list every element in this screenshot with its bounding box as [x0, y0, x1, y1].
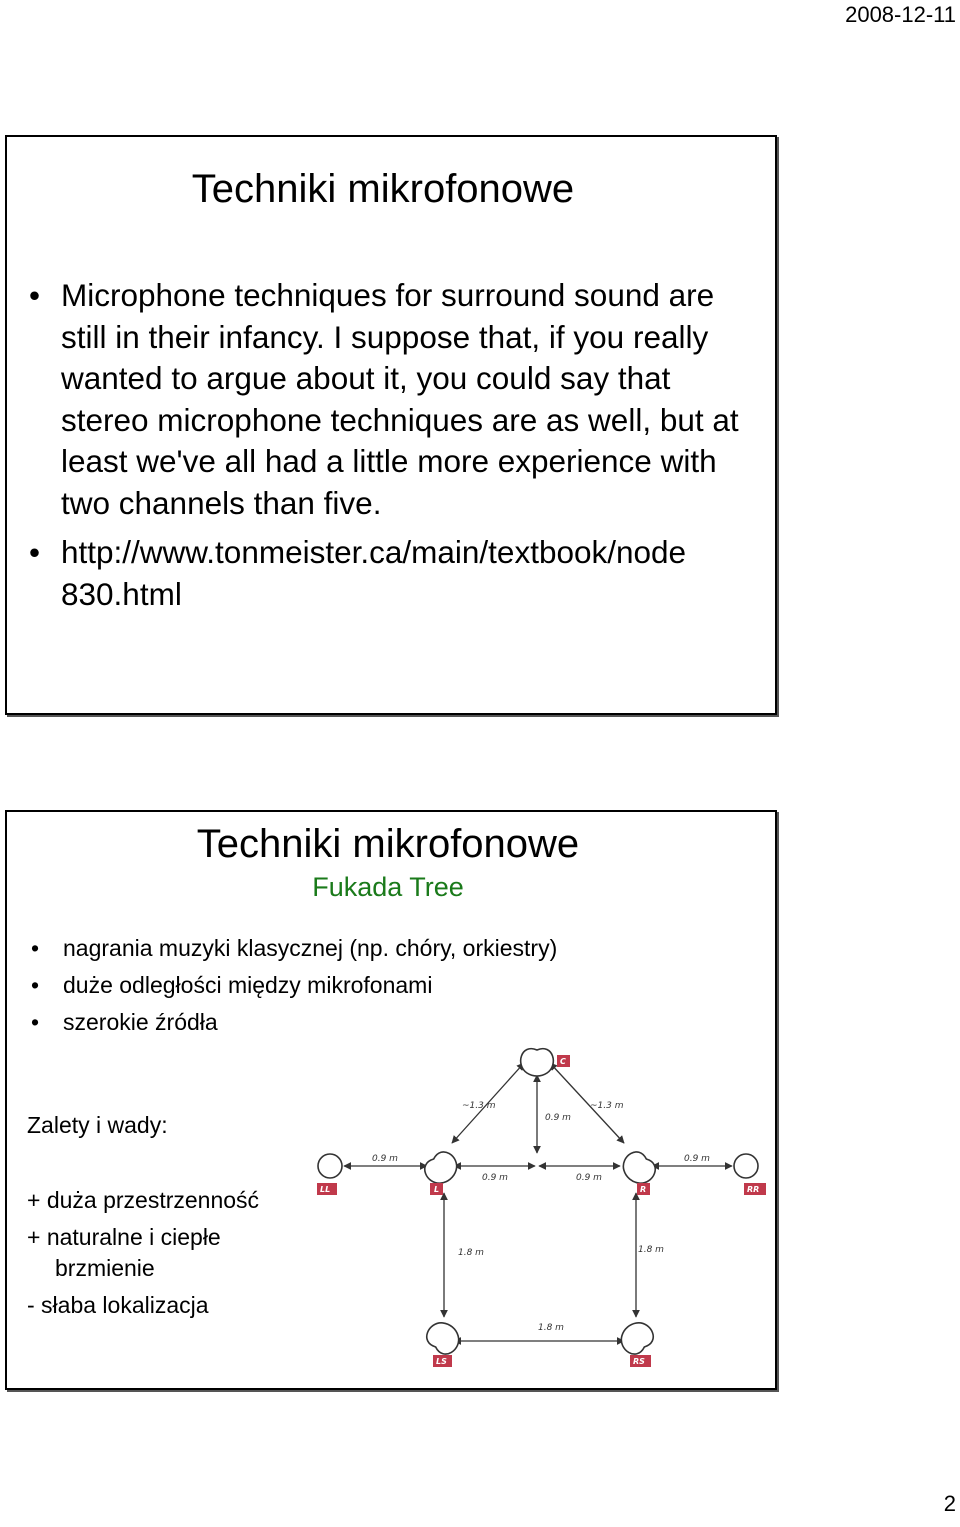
distance-c-l: ~1.3 m [462, 1101, 496, 1111]
distance-c-axis: 0.9 m [545, 1113, 571, 1123]
distance-l-ls: 1.8 m [458, 1248, 484, 1258]
bullet-item: • nagrania muzyki klasycznej (np. chóry, orkiestry) [31, 930, 771, 967]
mic-label-l: L [434, 1185, 440, 1194]
distance-c-r: ~1.3 m [590, 1101, 624, 1111]
mic-label-rr: RR [747, 1185, 760, 1194]
slide-2 [5, 810, 777, 1390]
distance-r-rs: 1.8 m [638, 1245, 664, 1255]
distance-axis-r: 0.9 m [576, 1173, 602, 1183]
distance-r-rr: 0.9 m [684, 1154, 710, 1164]
pros-cons-item: - słaba lokalizacja [27, 1292, 209, 1318]
mic-label-r: R [640, 1185, 647, 1194]
page-number: 2 [943, 1491, 956, 1516]
pros-cons-heading: Zalety i wady: [27, 1112, 168, 1138]
fukada-tree-diagram [302, 1045, 772, 1385]
distance-l-axis: 0.9 m [482, 1173, 508, 1183]
mic-label-ll: LL [320, 1185, 331, 1194]
mic-c-icon [521, 1049, 554, 1076]
distance-ll-l: 0.9 m [372, 1154, 398, 1164]
mic-label-c: C [560, 1057, 566, 1066]
mic-rr-icon [734, 1154, 758, 1178]
mic-ll-icon [318, 1154, 342, 1178]
bullet-item-link: • http://www.tonmeister.ca/main/textbook/node 830.html [29, 532, 759, 615]
mic-label-rs: RS [633, 1357, 645, 1366]
mic-rs-icon [615, 1317, 658, 1359]
slide-1-title: Techniki mikrofonowe [191, 167, 575, 211]
pros-cons-list [27, 1185, 259, 1327]
slide-1 [5, 135, 777, 715]
mic-ls-icon [422, 1317, 465, 1359]
slide-2-subtitle: Fukada Tree [312, 872, 464, 902]
pros-cons-item: + naturalne i ciepłe brzmienie [27, 1224, 221, 1281]
page-date: 2008-12-11 [845, 2, 956, 27]
slide-1-bullet-list [29, 275, 759, 623]
mic-label-ls: LS [436, 1357, 447, 1366]
distance-ls-rs: 1.8 m [538, 1323, 564, 1333]
slide-2-title: Techniki mikrofonowe [196, 822, 580, 866]
pros-cons-item: + duża przestrzenność [27, 1187, 260, 1213]
slide-2-bullet-list [31, 930, 771, 1041]
bullet-item: • szerokie źródła [31, 1004, 771, 1041]
bullet-item: • duże odległości między mikrofonami [31, 967, 771, 1004]
bullet-item: • Microphone techniques for surround sound are still in their infancy. I suppose that, if you really wanted to argue about it, you could say that stereo microphone techniques are as well, but at least we've all had a little more experience with two channels than five. [29, 275, 759, 524]
